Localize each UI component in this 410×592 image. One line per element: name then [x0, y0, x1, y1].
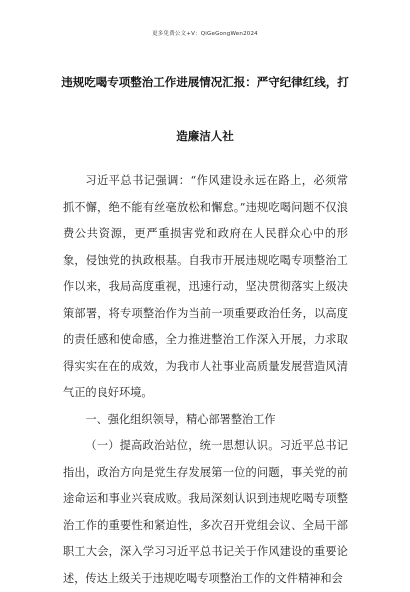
document-body [63, 168, 348, 592]
document-title-line-2: 造廉洁人社 [176, 129, 234, 143]
intro-paragraph: 习近平总书记强调：“作风建设永远在路上，必须常抓不懈，绝不能有丝毫放松和懈怠。”违规吃喝问题不仅浪费公共资源，更严重损害党和政府在人民群众心中的形象，侵蚀党的执政根基。自我市开展违规吃喝专项整治工作以来，我局高度重视，迅速行动，坚决贯彻落实上级决策部署，将专项整治作为当前一项重要政治任务，以高度的责任感和使命感，全力推进整治工作深入开展，力求取得实实在在的成效，为我市人社事业高质量发展营造风清气正的良好环境。 [63, 174, 348, 399]
section-heading: 一、强化组织领导，精心部署整治工作 [85, 412, 276, 426]
header-note: 更多免费公文+V：QiGeGongWen2024 [152, 31, 258, 37]
subsection-paragraph: （一）提高政治站位，统一思想认识。习近平总书记指出，政治方向是党生存发展第一位的问题，事关党的前途命运和事业兴衰成败。我局深刻认识到违规吃喝专项整治工作的重要性和紧迫性，多次召开党组会议、全局干部职工大会，深入学习习近平总书记关于作风建设的重要论述，传达上级关于违规吃喝专项整治工作的文件精神和会 [63, 439, 348, 585]
document-title-line-1: 违规吃喝专项整治工作进展情况汇报：严守纪律红线，打 [61, 75, 349, 89]
